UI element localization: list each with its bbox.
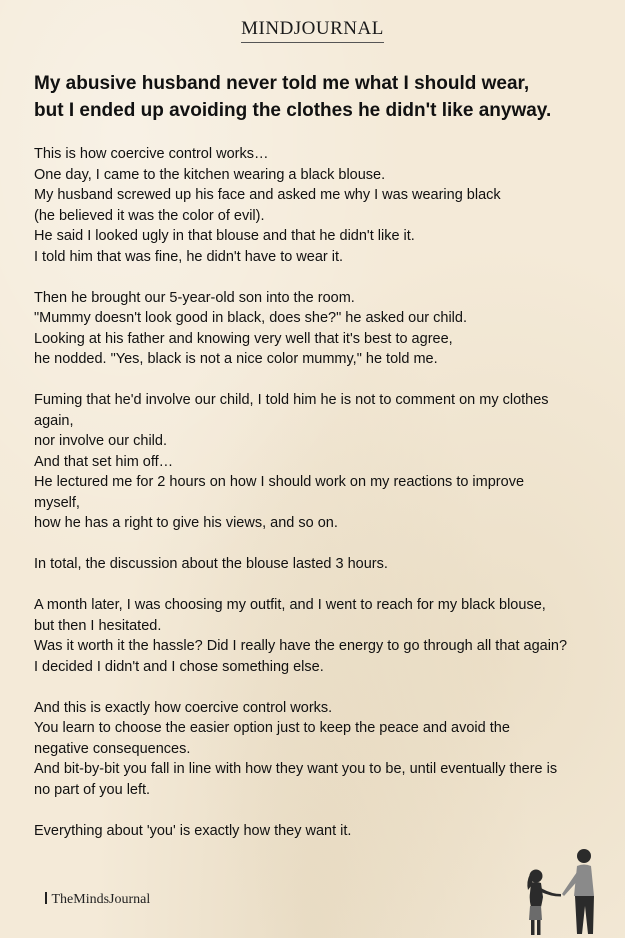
text-line: A month later, I was choosing my outfit, and I went to reach for my black blouse,	[34, 597, 546, 613]
couple-holding-hands-illustration	[512, 846, 612, 938]
paragraph	[34, 595, 599, 677]
text-line: no part of you left.	[34, 781, 151, 798]
text-line: Looking at his father and knowing very well that it's best to agree,	[34, 330, 453, 347]
text-line: how he has a right to give his views, and so on.	[34, 515, 338, 531]
text-line: Fuming that he'd involve our child, I told him he is not to comment on my clothes	[34, 392, 549, 408]
article-body	[34, 144, 599, 862]
paragraph	[34, 144, 599, 267]
text-line: And this is exactly how coercive control works.	[34, 699, 333, 716]
text-line: again,	[34, 412, 74, 429]
headline-line: but I ended up avoiding the clothes he didn't like anyway.	[34, 100, 552, 121]
text-line: You learn to choose the easier option just to keep the peace and avoid the	[34, 720, 510, 736]
text-line: Everything about 'you' is exactly how they want it.	[34, 822, 352, 839]
text-line: he nodded. "Yes, black is not a nice color mummy," he told me.	[34, 351, 438, 367]
text-line: In total, the discussion about the blouse lasted 3 hours.	[34, 556, 388, 572]
text-line: This is how coercive control works…	[34, 146, 269, 162]
text-line: He said I looked ugly in that blouse and that he didn't like it.	[34, 228, 415, 244]
text-line: Was it worth it the hassle? Did I really have the energy to go through all that again?	[34, 638, 568, 654]
text-line: Then he brought our 5-year-old son into the room.	[34, 289, 355, 306]
text-line: He lectured me for 2 hours on how I should work on my reactions to improve	[34, 474, 525, 490]
paragraph	[34, 390, 599, 534]
text-line: I told him that was fine, he didn't have to wear it.	[34, 248, 344, 265]
text-line: And that set him off…	[34, 453, 174, 470]
article-headline	[34, 70, 604, 124]
text-line: but then I hesitated.	[34, 617, 162, 634]
text-line: negative consequences.	[34, 740, 191, 757]
text-line: nor involve our child.	[34, 433, 167, 449]
text-line: (he believed it was the color of evil).	[34, 207, 265, 224]
headline-line: My abusive husband never told me what I should wear,	[34, 73, 530, 94]
paragraph	[34, 821, 599, 842]
footer-brand-text: TheMindsJournal	[51, 892, 151, 907]
paragraph	[34, 554, 599, 575]
brand-logo-text: MINDJOURNAL	[241, 18, 384, 43]
footer-brand	[45, 892, 150, 908]
text-line: And bit-by-bit you fall in line with how they want you to be, until eventually there is	[34, 761, 558, 777]
text-line: I decided I didn't and I chose something else.	[34, 658, 324, 675]
text-line: One day, I came to the kitchen wearing a black blouse.	[34, 166, 386, 183]
text-line: myself,	[34, 494, 80, 511]
brand-logo	[0, 18, 625, 43]
paragraph	[34, 288, 599, 370]
text-line: My husband screwed up his face and asked me why I was wearing black	[34, 187, 501, 203]
paragraph	[34, 698, 599, 801]
text-line: "Mummy doesn't look good in black, does she?" he asked our child.	[34, 310, 467, 326]
footer-divider	[45, 892, 47, 904]
